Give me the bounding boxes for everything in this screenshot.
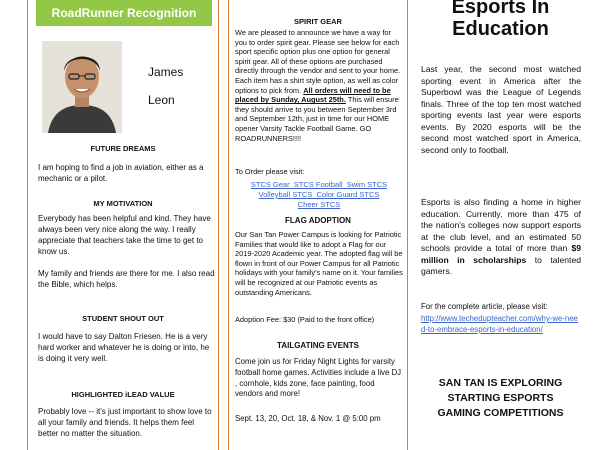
esports-banner-line-1: SAN TAN IS EXPLORING <box>438 377 563 389</box>
link-stcs-football[interactable]: STCS Football <box>293 180 343 189</box>
esports-banner-line-3: GAMING COMPETITIONS <box>437 407 564 419</box>
spirit-gear-heading: SPIRIT GEAR <box>294 17 342 26</box>
tailgating-events-dates: Sept. 13, 20, Oct. 18, & Nov. 1 @ 5:00 pm <box>235 414 381 423</box>
roadrunner-recognition-banner: RoadRunner Recognition <box>36 0 212 26</box>
article-label: For the complete article, please visit: <box>421 302 548 311</box>
link-color-guard-stcs[interactable]: Color Guard STCS <box>316 190 380 199</box>
spirit-gear-links <box>235 180 403 210</box>
future-dreams-heading: FUTURE DREAMS <box>90 144 156 153</box>
my-motivation-text-2: My family and friends are there for me. I also read the Bible, which helps. <box>38 269 215 289</box>
flag-adoption-fee: Adoption Fee: $30 (Paid to the front office) <box>235 315 375 324</box>
tailgating-events-text: Come join us for Friday Night Lights for varsity football home games. Activities include a live DJ , cornhole, kids zone, face painting, food vendors and more! <box>235 357 401 399</box>
esports-paragraph-2-end: to talented gamers. <box>421 254 582 276</box>
student-photo-image <box>42 41 122 133</box>
order-label: To Order please visit: <box>235 167 305 176</box>
esports-paragraph-2-intro: Esports is also finding a home in higher education. Currently, more than 475 of the nation's colleges now support esports at the club level, and an estimated 50 schools provide a total of more than <box>421 197 581 253</box>
student-shout-out-text: I would have to say Dalton Friesen. He is a very hard worker and whatever he is doing or into, he is doing it very well. <box>38 332 210 363</box>
student-last-name: Leon <box>148 93 175 107</box>
spirit-gear-deadline: All orders will need to be placed by Sunday, August 25th. <box>235 85 391 105</box>
student-first-name: James <box>148 65 184 79</box>
ilead-value-text: Probably love -- it's just important to show love to all your family and friends. It helps them feel better no matter the situation. <box>38 407 212 438</box>
link-stcs-gear[interactable]: STCS Gear <box>250 180 290 189</box>
link-cheer-stcs[interactable]: Cheer STCS <box>297 200 341 209</box>
link-volleyball-stcs[interactable]: Volleyball STCS <box>258 190 313 199</box>
esports-paragraph-2 <box>421 197 581 278</box>
esports-banner-line-2: STARTING ESPORTS <box>447 392 554 404</box>
esports-paragraph-1: Last year, the second most watched sporting event in America after the Superbowl was the League of Legends finals. Three of the top ten most watched sporting events last year were esports events. By 2020 esports will be the second most watched sport in America, second only to football. <box>421 64 581 155</box>
spirit-gear-arrival: This will ensure they should arrive to you between September 3rd and September 12th, just in time for our HOME opener Varsity Tackle Football Game. GO ROADRUNNERS!!!! <box>235 95 399 143</box>
scholarships-amount: $9 million in scholarships <box>421 243 581 265</box>
article-link[interactable]: http://www.techedupteacher.com/why-we-need-to-embrace-esports-in-education/ <box>421 314 578 334</box>
middle-column <box>228 0 408 450</box>
right-column <box>413 0 588 450</box>
spirit-gear-intro: We are pleased to announce we have a way for you to order spirit gear. Please see below for each sport specific option plus one option for general spirit gear. All of these options are purchased directly through the vendor and sent to your home. Each item has a shirt style option, as well as color options to pick from. <box>235 28 401 95</box>
flag-adoption-heading: FLAG ADOPTION <box>285 216 351 225</box>
link-swim-stcs[interactable]: Swim STCS <box>346 180 388 189</box>
spirit-gear-text <box>235 28 403 143</box>
tailgating-events-heading: TAILGATING EVENTS <box>277 341 359 350</box>
my-motivation-heading: MY MOTIVATION <box>93 199 153 208</box>
flag-adoption-text: Our San Tan Power Campus is looking for Patriotic Families that would like to adopt a Flag for our 2019-2020 Academic year. The adopted flag will be flown in front of our Power Campus for all Patriotic holidays with your family's name on it. Your families will be recognized at our Patriotic events as outstanding Americans. <box>235 230 403 297</box>
student-shout-out-heading: STUDENT SHOUT OUT <box>82 314 164 323</box>
future-dreams-text: I am hoping to find a job in aviation, either as a mechanic or a pilot. <box>38 163 204 183</box>
my-motivation-text-1: Everybody has been helpful and kind. They have always been very nice along the way. I really appreciate that teachers take the time to get to know us. <box>38 214 211 256</box>
ilead-value-heading: HIGHLIGHTED iLEAD VALUE <box>71 390 175 399</box>
left-column <box>27 0 219 450</box>
esports-title-line-2: Education <box>452 18 549 40</box>
esports-title-line-1: Esports In <box>451 0 550 18</box>
student-photo <box>42 41 122 133</box>
